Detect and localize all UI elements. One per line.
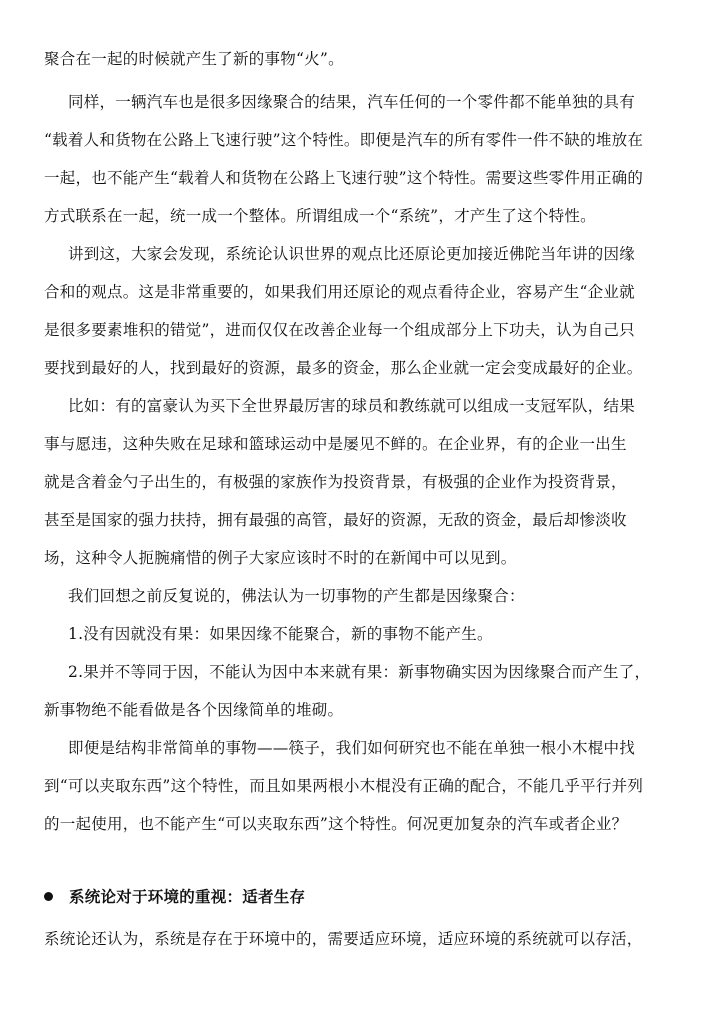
section-heading-text: 系统论对于环境的重视：适者生存 [69, 887, 306, 906]
text-line: 合和的观点。这是非常重要的，如果我们用还原论的观点看待企业，容易产生“企业就 [44, 283, 635, 301]
text-line: 的一起使用，也不能产生“可以夹取东西”这个特性。何况更加复杂的汽车或者企业？ [44, 815, 628, 833]
text-line: 场，这种令人扼腕痛惜的例子大家应该时不时的在新闻中可以见到。 [44, 549, 517, 567]
text-line: 一起，也不能产生“载着人和货物在公路上飞速行驶”这个特性。需要这些零件用正确的 [44, 169, 644, 187]
text-line: 甚至是国家的强力扶持，拥有最强的高管，最好的资源，无敌的资金，最后却惨淡收 [44, 511, 627, 529]
text-line: 2.果并不等同于因，不能认为因中本来就有果：新事物确实因为因缘聚合而产生了， [68, 663, 651, 681]
text-line: 到“可以夹取东西”这个特性，而且如果两根小木棍没有正确的配合，不能几乎平行并列 [44, 777, 644, 795]
text-line: 是很多要素堆积的错觉”，进而仅仅在改善企业每一个组成部分上下功夫，认为自己只 [44, 321, 635, 339]
text-line: 同样，一辆汽车也是很多因缘聚合的结果，汽车任何的一个零件都不能单独的具有 [68, 93, 636, 111]
text-line: 新事物绝不能看做是各个因缘简单的堆砌。 [44, 701, 344, 719]
text-line: 即便是结构非常简单的事物——筷子，我们如何研究也不能在单独一根小木棍中找 [68, 739, 636, 757]
text-line: 聚合在一起的时候就产生了新的事物“火”。 [44, 50, 344, 68]
text-line: 我们回想之前反复说的，佛法认为一切事物的产生都是因缘聚合： [68, 587, 525, 605]
text-line: 要找到最好的人，找到最好的资源，最多的资金，那么企业就一定会变成最好的企业。 [44, 359, 643, 377]
text-line: “载着人和货物在公路上飞速行驶”这个特性。即便是汽车的所有零件一件不缺的堆放在 [44, 131, 644, 149]
text-line: 就是含着金勺子出生的，有极强的家族作为投资背景，有极强的企业作为投资背景， [44, 473, 627, 491]
text-line: 1.没有因就没有果：如果因缘不能聚合，新的事物不能产生。 [68, 625, 493, 643]
text-line: 事与愿违，这种失败在足球和篮球运动中是屡见不鲜的。在企业界，有的企业一出生 [44, 435, 627, 453]
text-line: 系统论还认为，系统是存在于环境中的，需要适应环境，适应环境的系统就可以存活， [44, 930, 643, 948]
section-heading [44, 885, 305, 907]
text-line: 比如：有的富豪认为买下全世界最厉害的球员和教练就可以组成一支冠军队，结果 [68, 397, 636, 415]
text-line: 方式联系在一起，统一成一个整体。所谓组成一个“系统”，才产生了这个特性。 [44, 207, 596, 225]
bullet-dot-icon [44, 892, 53, 901]
text-line: 讲到这，大家会发现，系统论认识世界的观点比还原论更加接近佛陀当年讲的因缘 [68, 245, 636, 263]
